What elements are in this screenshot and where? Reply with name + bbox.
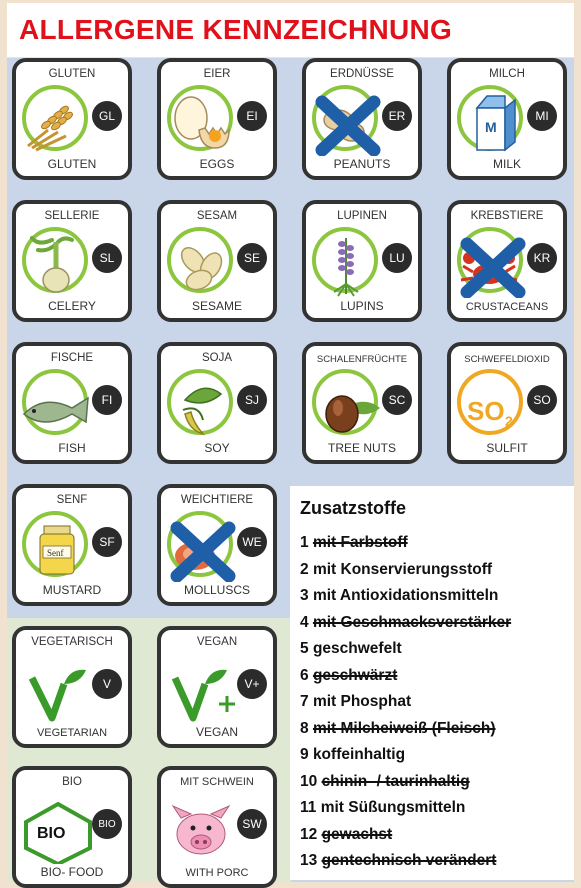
card-label-de: FISCHE — [50, 352, 94, 364]
card-label-de: ERDNÜSSE — [330, 68, 394, 80]
additive-number: 5 — [300, 640, 309, 657]
card-label-de: SENF — [56, 494, 88, 506]
allergen-code-badge: GL — [92, 101, 122, 131]
allergen-card-peanuts — [302, 58, 422, 180]
allergen-card-milk — [447, 58, 567, 180]
allergen-code-badge: EI — [237, 101, 267, 131]
allergen-card-tree-nuts — [302, 342, 422, 464]
card-label-en: MILK — [492, 157, 521, 171]
card-label-en: MUSTARD — [42, 583, 102, 597]
additive-item — [300, 693, 411, 711]
allergen-card-mustard — [12, 484, 132, 606]
additive-text: mit Antioxidationsmitteln — [312, 587, 499, 604]
diet-code-badge: V+ — [237, 669, 267, 699]
allergen-code-badge: SE — [237, 243, 267, 273]
mustard-jar-label: Senf — [47, 548, 64, 558]
card-label-de: MILCH — [489, 68, 525, 80]
additive-text: gentechnisch verändert — [321, 852, 497, 869]
card-label-de: KREBSTIERE — [470, 210, 544, 222]
additive-number: 1 — [300, 534, 309, 551]
card-label-de: VEGETARISCH — [31, 636, 113, 648]
additive-number: 10 — [300, 772, 318, 790]
mustard-jar-icon — [18, 506, 98, 582]
allergen-code-badge: SO — [527, 385, 557, 415]
additive-item — [300, 614, 511, 632]
card-label-en: PEANUTS — [333, 157, 391, 171]
card-label-en: BIO- FOOD — [40, 865, 104, 879]
allergen-card-soy — [157, 342, 277, 464]
allergen-code-badge: SF — [92, 527, 122, 557]
title-bar — [7, 3, 574, 57]
allergen-code-badge: ER — [382, 101, 412, 131]
diet-card-bio — [12, 766, 132, 888]
diet-code-badge: BIO — [92, 809, 122, 839]
milk-carton-icon — [453, 80, 533, 156]
bio-logo-text: BIO — [37, 825, 66, 842]
allergen-code-badge: SL — [92, 243, 122, 273]
additive-item — [300, 826, 392, 844]
pig-icon — [163, 788, 243, 864]
card-label-en: EGGS — [199, 157, 235, 171]
additives-box — [290, 486, 574, 880]
additive-item — [300, 561, 492, 579]
additive-item — [300, 720, 496, 738]
card-label-de: LUPINEN — [337, 210, 387, 222]
additive-text: mit Farbstoff — [312, 534, 408, 551]
mollusc-icon — [163, 506, 243, 582]
additive-text: geschwefelt — [312, 640, 402, 657]
additive-number: 4 — [300, 613, 309, 631]
additive-item — [300, 852, 496, 870]
card-label-en: CRUSTACEANS — [465, 301, 549, 313]
allergen-card-sesame — [157, 200, 277, 322]
card-label-en: TREE NUTS — [327, 441, 396, 455]
so2-icon — [453, 364, 533, 440]
wheat-icon — [18, 80, 98, 156]
allergen-code-badge: MI — [527, 101, 557, 131]
diet-card-vegetarian — [12, 626, 132, 748]
card-label-en: MOLLUSCS — [183, 583, 251, 597]
additive-item — [300, 640, 402, 658]
allergen-card-celery — [12, 200, 132, 322]
card-label-de: VEGAN — [196, 636, 238, 648]
card-label-en: FISH — [58, 441, 86, 455]
allergen-card-sulfite — [447, 342, 567, 464]
additive-item — [300, 534, 408, 552]
additive-item — [300, 587, 498, 605]
crab-icon — [453, 222, 533, 298]
card-label-en: SULFIT — [486, 441, 528, 455]
sesame-icon — [163, 222, 243, 298]
diet-code-badge: V — [92, 669, 122, 699]
card-label-de: SOJA — [201, 352, 233, 364]
card-label-de: WEICHTIERE — [180, 494, 254, 506]
allergen-code-badge: KR — [527, 243, 557, 273]
card-label-de: SCHWEFELDIOXID — [464, 354, 550, 365]
card-label-de: MIT SCHWEIN — [180, 776, 254, 788]
allergen-card-eggs — [157, 58, 277, 180]
bio-label-icon — [18, 788, 98, 864]
card-label-en: SOY — [204, 441, 230, 455]
card-label-en: SESAME — [191, 299, 242, 313]
additive-item — [300, 667, 397, 685]
card-label-en: CELERY — [48, 299, 96, 313]
additive-text: chinin- / taurinhaltig — [321, 772, 470, 790]
allergen-card-crustaceans — [447, 200, 567, 322]
additive-number: 2 — [300, 560, 309, 578]
additive-number: 12 — [300, 825, 318, 843]
card-label-de: SCHALENFRÜCHTE — [316, 354, 408, 365]
allergen-card-lupins — [302, 200, 422, 322]
vegetarian-check-icon — [18, 648, 98, 724]
additive-text: mit Phosphat — [312, 693, 412, 710]
card-label-de: GLUTEN — [48, 68, 96, 80]
card-label-en: WITH PORC — [185, 867, 249, 879]
allergen-card-gluten — [12, 58, 132, 180]
additive-number: 7 — [300, 693, 309, 710]
so2-subscript: 2 — [505, 413, 513, 429]
additives-title: Zusatzstoffe — [300, 498, 407, 518]
page-title: ALLERGENE KENNZEICHNUNG — [19, 14, 453, 45]
allergen-code-badge: WE — [237, 527, 267, 557]
additive-text: mit Süßungsmitteln — [320, 799, 466, 816]
additive-item — [300, 773, 470, 791]
additive-number: 11 — [300, 799, 317, 816]
egg-icon — [163, 80, 243, 156]
additive-number: 13 — [300, 852, 318, 869]
allergen-code-badge: SJ — [237, 385, 267, 415]
svg-text:M: M — [485, 119, 497, 135]
additive-text: gewachst — [321, 825, 393, 843]
diet-code-badge: SW — [237, 809, 267, 839]
so2-text: SO — [467, 396, 505, 426]
allergen-card-molluscs — [157, 484, 277, 606]
additive-text: mit Geschmacksverstärker — [312, 613, 512, 631]
celery-icon — [18, 222, 98, 298]
vegan-check-icon — [163, 648, 243, 724]
card-label-en: GLUTEN — [47, 157, 97, 171]
allergen-code-badge: SC — [382, 385, 412, 415]
additive-text: mit Milcheiweiß (Fleisch) — [312, 719, 496, 737]
additive-number: 3 — [300, 587, 309, 604]
card-label-de: BIO — [62, 776, 82, 788]
additive-text: geschwärzt — [312, 666, 398, 684]
lupin-icon — [308, 222, 388, 298]
card-label-de: EIER — [203, 68, 231, 80]
additive-number: 9 — [300, 746, 309, 763]
additive-number: 6 — [300, 666, 309, 684]
fish-icon — [18, 364, 98, 440]
card-label-en: LUPINS — [340, 299, 384, 313]
additive-number: 8 — [300, 719, 309, 737]
additive-text: koffeinhaltig — [312, 746, 406, 763]
hazelnut-icon — [308, 364, 388, 440]
allergen-code-badge: FI — [92, 385, 122, 415]
card-label-en: VEGAN — [195, 725, 238, 739]
peanut-icon — [308, 80, 388, 156]
card-label-de: SESAM — [196, 210, 238, 222]
card-label-en: VEGETARIAN — [36, 727, 108, 739]
allergen-code-badge: LU — [382, 243, 412, 273]
soy-icon — [163, 364, 243, 440]
additive-item — [300, 799, 465, 817]
additive-text: mit Konservierungsstoff — [312, 560, 493, 578]
additive-item — [300, 746, 405, 764]
allergen-card-fish — [12, 342, 132, 464]
card-label-de: SELLERIE — [44, 210, 100, 222]
diet-card-pork — [157, 766, 277, 888]
diet-card-vegan — [157, 626, 277, 748]
